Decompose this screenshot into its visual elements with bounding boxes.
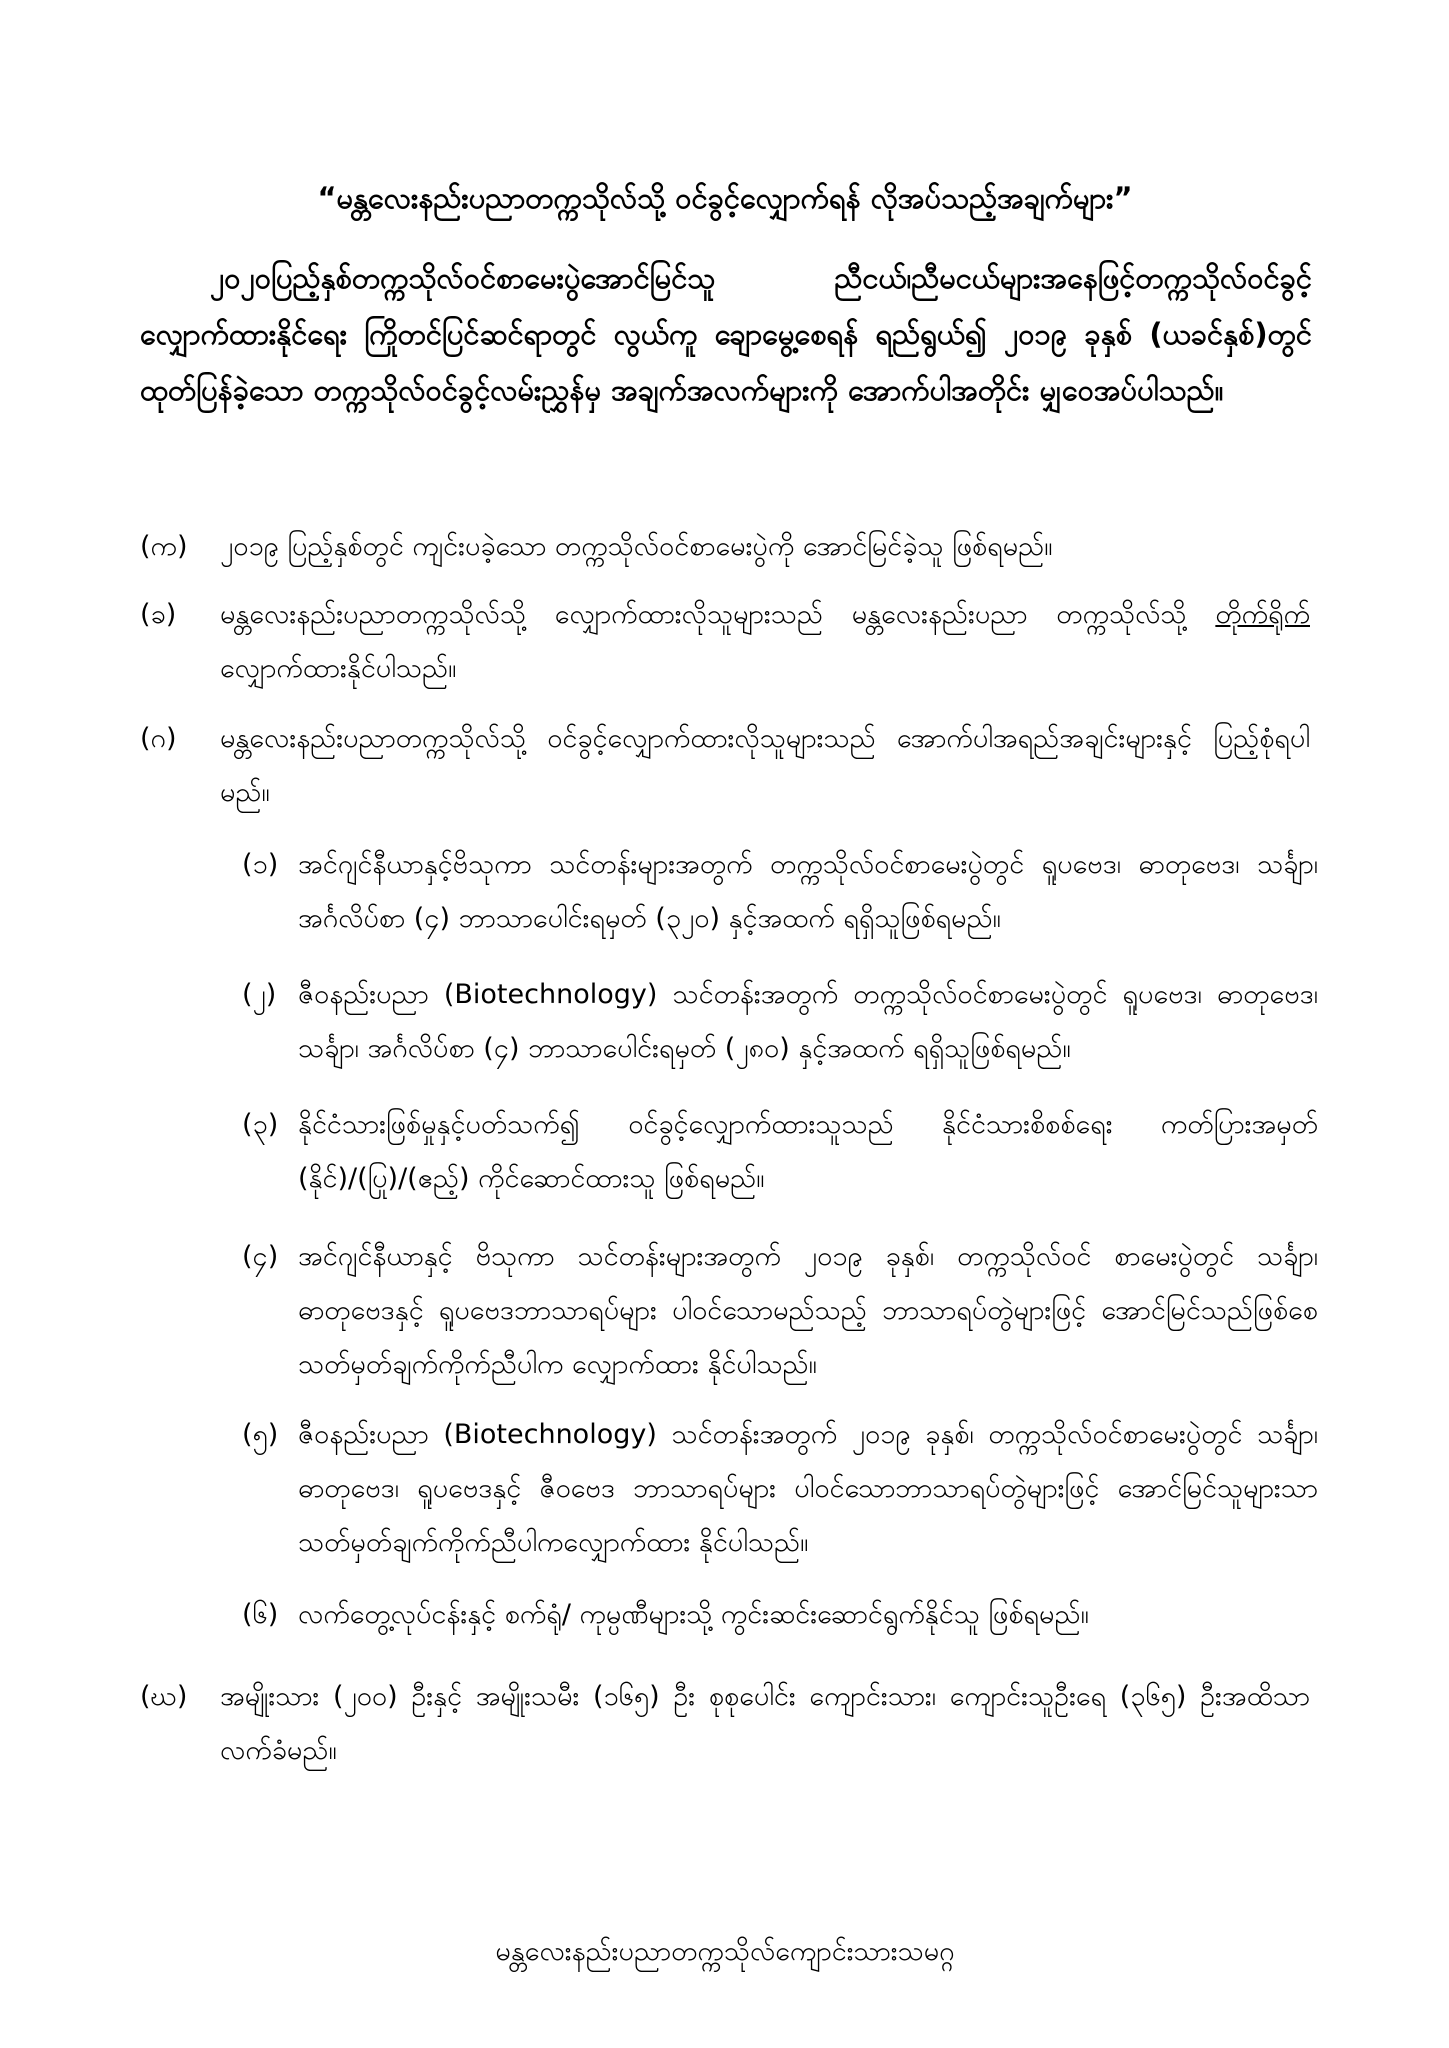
sub-item-marker: (၃) — [242, 1109, 279, 1140]
sub-item-marker: (၂) — [242, 979, 277, 1010]
intro-paragraph: ၂၀၂၀ပြည့်နှစ်တက္ကသိုလ်ဝင်စာမေးပွဲအောင်မြင်သူ ညီငယ်၊ညီမငယ်များအနေဖြင့်တက္ကသိုလ်ဝင်ခွင့်လျှောက်ထားနိုင်ရေး ကြိုတင်ပြင်ဆင်ရာတွင် လွယ်ကူ ချောမွေ့စေရန် ရည်ရွယ်၍ ၂၀၁၉ ခုနှစ် (ယခင်နှစ်)တွင်ထုတ်ပြန်ခဲ့သော တက္ကသိုလ်ဝင်ခွင့်လမ်းညွှန်မှ အချက်အလက်များကို အောက်ပါအတိုင်း မျှဝေအပ်ပါသည်။ — [140, 261, 1312, 407]
document-title: “မန္တလေးနည်းပညာတက္ကသိုလ်သို့ ဝင်ခွင့်လျှောက်ရန် လိုအပ်သည့်အချက်များ” — [317, 181, 1133, 215]
item-text-before: မန္တလေးနည်းပညာတက္ကသိုလ်သို့ လျှောက်ထားလိုသူများသည် မန္တလေးနည်းပညာ တက္ကသိုလ်သို့ — [220, 599, 1216, 630]
item-marker: (က) — [140, 531, 188, 562]
page-footer: မန္တလေးနည်းပညာတက္ကသိုလ်ကျောင်းသားသမဂ္ဂ — [495, 1936, 955, 1967]
item-text — [220, 588, 1310, 696]
sub-item-text: နိုင်ငံသားဖြစ်မှုနှင့်ပတ်သက်၍ ဝင်ခွင့်လျှောက်ထားသူသည် နိုင်ငံသားစိစစ်ရေး ကတ်ပြားအမှတ် (နိုင်)/(ပြု)/(ဧည့်) ကိုင်ဆောင်ထားသူ ဖြစ်ရမည်။ — [298, 1109, 1318, 1194]
underlined-term: တိုက်ရိုက် — [1215, 599, 1310, 630]
sub-item-marker: (၅) — [242, 1419, 279, 1450]
sub-item-text: လက်တွေ့လုပ်ငန်းနှင့် စက်ရုံ/ ကုမ္ပဏီများသို့ ကွင်းဆင်းဆောင်ရွက်နိုင်သူ ဖြစ်ရမည်။ — [298, 1599, 1089, 1630]
sub-item-text: ဇီဝနည်းပညာ (Biotechnology) သင်တန်းအတွက် တက္ကသိုလ်ဝင်စာမေးပွဲတွင် ရူပဗေဒ၊ ဓာတုဗေဒ၊ သင်္ချာ၊ အင်္ဂလိပ်စာ (၄) ဘာသာပေါင်းရမှတ် (၂၈၀) နှင့်အထက် ရရှိသူဖြစ်ရမည်။ — [298, 979, 1318, 1064]
sub-item-marker: (၁) — [242, 849, 279, 880]
item-text: အမျိုးသား (၂၀၀) ဦးနှင့် အမျိုးသမီး (၁၆၅) ဦး စုစုပေါင်း ကျောင်းသား၊ ကျောင်းသူဦးရေ (၃၆၅) ဦးအထိသာ လက်ခံမည်။ — [220, 1681, 1310, 1766]
sub-item-text: အင်ဂျင်နီယာနှင့် ဗိသုကာ သင်တန်းများအတွက် ၂၀၁၉ ခုနှစ်၊ တက္ကသိုလ်ဝင် စာမေးပွဲတွင် သင်္ချာ၊ ဓာတုဗေဒနှင့် ရူပဗေဒဘာသာရပ်များ ပါဝင်သောမည်သည့် ဘာသာရပ်တွဲများဖြင့် အောင်မြင်သည်ဖြစ်စေ သတ်မှတ်ချက်ကိုက်ညီပါက လျှောက်ထား နိုင်ပါသည်။ — [298, 1241, 1318, 1380]
sub-item-marker: (၄) — [242, 1241, 279, 1272]
item-marker: (ခ) — [140, 599, 177, 630]
item-text: ၂၀၁၉ ပြည့်နှစ်တွင် ကျင်းပခဲ့သော တက္ကသိုလ်ဝင်စာမေးပွဲကို အောင်မြင်ခဲ့သူ ဖြစ်ရမည်။ — [220, 531, 1053, 562]
item-text-after: လျှောက်ထားနိုင်ပါသည်။ — [220, 653, 457, 684]
item-text: မန္တလေးနည်းပညာတက္ကသိုလ်သို့ ဝင်ခွင့်လျှောက်ထားလိုသူများသည် အောက်ပါအရည်အချင်းများနှင့် ပြည့်စုံရပါမည်။ — [220, 723, 1310, 808]
sub-item-text: အင်ဂျင်နီယာနှင့်ဗိသုကာ သင်တန်းများအတွက် တက္ကသိုလ်ဝင်စာမေးပွဲတွင် ရူပဗေဒ၊ ဓာတုဗေဒ၊ သင်္ချာ၊ အင်္ဂလိပ်စာ (၄) ဘာသာပေါင်းရမှတ် (၃၂၀) နှင့်အထက် ရရှိသူဖြစ်ရမည်။ — [298, 849, 1318, 934]
item-marker: (ဂ) — [140, 723, 177, 754]
sub-item-text: ဇီဝနည်းပညာ (Biotechnology) သင်တန်းအတွက် ၂၀၁၉ ခုနှစ်၊ တက္ကသိုလ်ဝင်စာမေးပွဲတွင် သင်္ချာ၊ ဓာတုဗေဒ၊ ရူပဗေဒနှင့် ဇီဝဗေဒ ဘာသာရပ်များ ပါဝင်သောဘာသာရပ်တွဲများဖြင့် အောင်မြင်သူများသာသတ်မှတ်ချက်ကိုက်ညီပါကလျှောက်ထား နိုင်ပါသည်။ — [298, 1419, 1318, 1558]
sub-item-marker: (၆) — [242, 1599, 279, 1630]
item-marker: (ဃ) — [140, 1681, 188, 1712]
